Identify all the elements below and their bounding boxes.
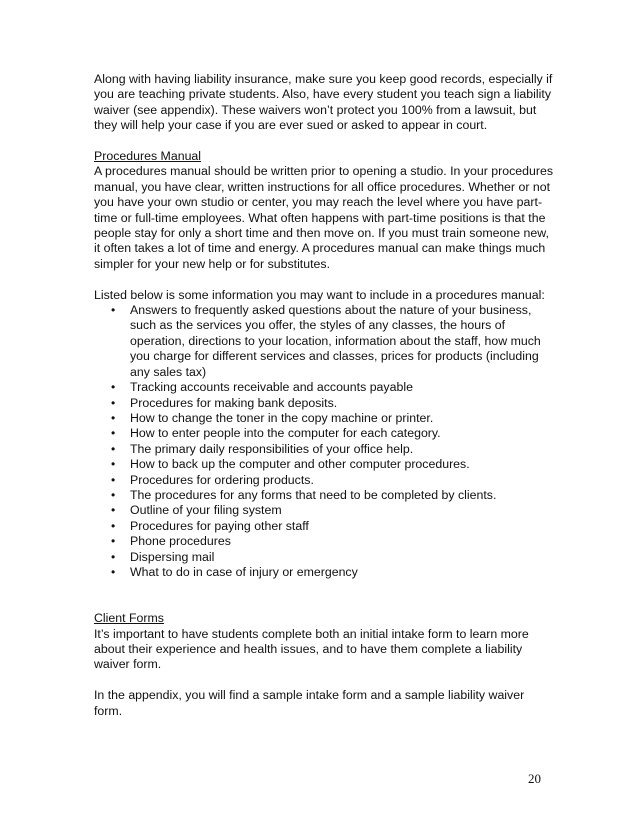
client-forms-heading: Client Forms <box>94 611 164 626</box>
bullet-item: • Phone procedures <box>94 534 554 549</box>
procedures-bullet-list <box>94 303 554 580</box>
bullet-item: • Outline of your filing system <box>94 503 554 518</box>
procedures-manual-heading: Procedures Manual <box>94 149 202 164</box>
procedures-manual-paragraph: A procedures manual should be written prior to opening a studio. In your procedures manual, you have clear, written instructions for all office procedures. Whether or not you have your own studio or center, you may reach the level where you have part-time or full-time employees. What often happens with part-time positions is that the people stay for only a short time and then move on. If you must train someone new, it often takes a lot of time and energy. A procedures manual can make things much simpler for your new help or for substitutes. <box>94 164 554 271</box>
bullet-item: • How to back up the computer and other computer procedures. <box>94 457 554 472</box>
bullet-item: • The procedures for any forms that need to be completed by clients. <box>94 488 554 503</box>
page-body <box>94 72 554 719</box>
bullet-item: • Procedures for paying other staff <box>94 519 554 534</box>
bullet-item: • Procedures for ordering products. <box>94 473 554 488</box>
bullet-item: • Tracking accounts receivable and accounts payable <box>94 380 554 395</box>
paragraph-gap <box>94 673 554 688</box>
bullet-item: • Dispersing mail <box>94 550 554 565</box>
paragraph-gap <box>94 272 554 287</box>
bullet-item: • How to enter people into the computer for each category. <box>94 426 554 441</box>
paragraph-gap <box>94 580 554 595</box>
bullet-item: • What to do in case of injury or emergency <box>94 565 554 580</box>
page-number: 20 <box>528 771 541 786</box>
paragraph-gap <box>94 596 554 611</box>
bullet-item: • Procedures for making bank deposits. <box>94 396 554 411</box>
client-forms-paragraph: It’s important to have students complete both an initial intake form to learn more about their experience and health issues, and to have them complete a liability waiver form. <box>94 626 529 672</box>
bullet-item: • The primary daily responsibilities of your office help. <box>94 442 554 457</box>
bullet-item: • Answers to frequently asked questions about the nature of your business, such as the services you offer, the styles of any classes, the hours of operation, directions to your location, information about the staff, how much you charge for different services and classes, prices for products (including any sales tax) <box>94 303 554 380</box>
appendix-paragraph: In the appendix, you will find a sample intake form and a sample liability waiver form. <box>94 688 525 718</box>
list-intro-paragraph: Listed below is some information you may want to include in a procedures manual: <box>94 287 545 302</box>
paragraph-gap <box>94 134 554 149</box>
intro-paragraph: Along with having liability insurance, make sure you keep good records, especially if you are teaching private students. Also, have every student you teach sign a liability waiver (see appendix). These waivers won’t protect you 100% from a lawsuit, but they will help your case if you are ever sued or asked to appear in court. <box>94 72 553 133</box>
bullet-item: • How to change the toner in the copy machine or printer. <box>94 411 554 426</box>
